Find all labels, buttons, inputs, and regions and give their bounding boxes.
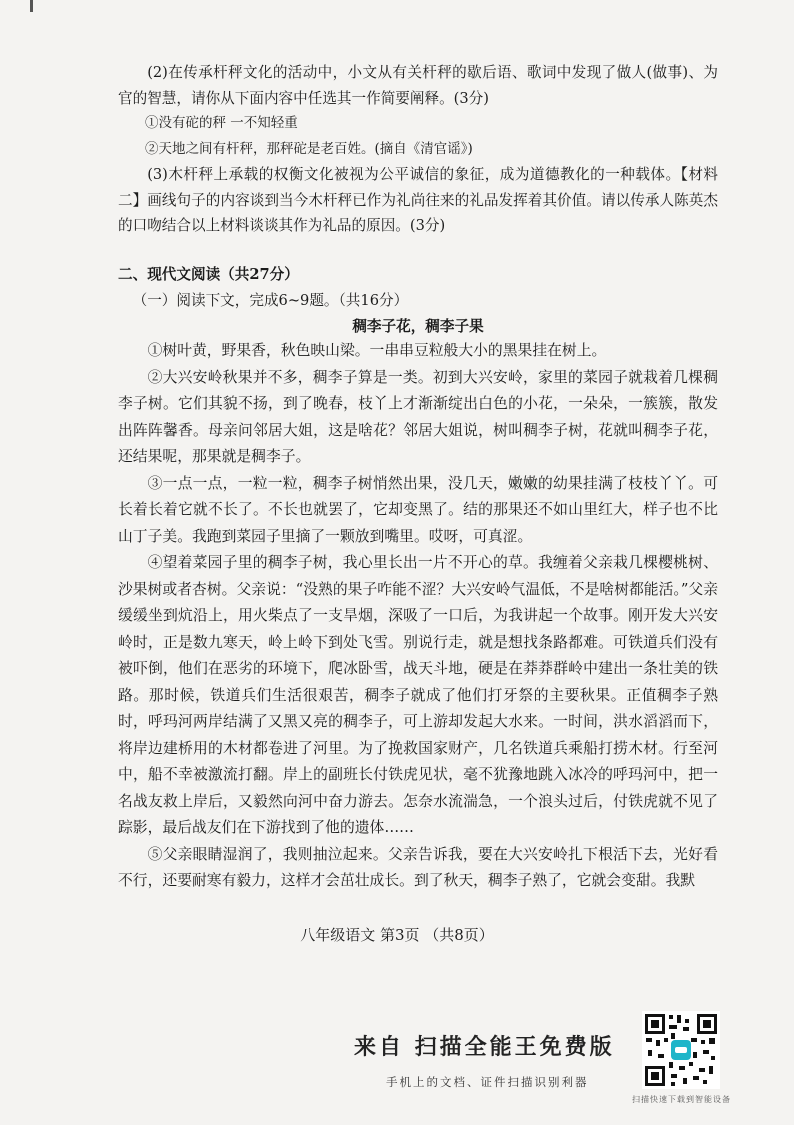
question-2-option-2: ②天地之间有杆秤，那秤砣是老百姓。(摘自《清官谣》): [145, 140, 473, 157]
story-paragraph-5: ⑤父亲眼睛湿润了，我则抽泣起来。父亲告诉我，要在大兴安岭扎下根活下去，光好看不行，还要耐寒有毅力，这样才会茁壮成长。到了秋天，稠李子熟了，它就会变甜。我默: [118, 845, 718, 889]
story-title: 稠李子花，稠李子果: [352, 318, 484, 335]
scan-edge-mark: [30, 0, 33, 12]
question-2-block: [118, 60, 718, 239]
question-2-option-1: ①没有砣的秤 一不知轻重: [145, 115, 298, 131]
question-3: (3)木杆秤上承载的权衡文化被视为公平诚信的象征，成为道德教化的一种载体。【材料二】画线句子的内容谈到当今木杆秤已作为礼尚往来的礼品发挥着其价值。请以传承人陈英杰的口吻结合以上材料谈谈其作为礼品的原因。(3分): [118, 166, 718, 234]
qr-code-icon[interactable]: [642, 1011, 720, 1089]
story-paragraph-3: ③一点一点，一粒一粒，稠李子树悄然出果，没几天，嫩嫩的幼果挂满了枝枝丫丫。可长着长着它就不长了。不长也就罢了，它却变黑了。结的那果还不如山里红大，样子也不比山丁子美。我跑到菜园子里摘了一颗放到嘴里。哎呀，可真涩。: [118, 474, 718, 545]
story-paragraph-1: ①树叶黄，野果香，秋色映山梁。一串串豆粒般大小的黑果挂在树上。: [147, 342, 607, 359]
story-body: [118, 338, 718, 895]
scanner-tagline: 手机上的文档、证件扫描识别利器: [386, 1075, 589, 1089]
page-footer: 八年级语文 第3页 （共8页）: [300, 926, 494, 944]
scanner-brand-line: 来自 扫描全能王免费版: [354, 1034, 615, 1060]
section-heading: 二、现代文阅读（共27分）: [118, 266, 299, 283]
reading-section-header: [118, 262, 718, 341]
story-paragraph-4: ④望着菜园子里的稠李子树，我心里长出一片不开心的草。我缠着父亲栽几棵樱桃树、沙果树或者杏树。父亲说：“没熟的果子咋能不涩？大兴安岭气温低，不是啥树都能活。”父亲缓缓坐到炕沿上，用火柴点了一支旱烟，深吸了一口后，为我讲起一个故事。刚开发大兴安岭时，正是数九寒天，岭上岭下到处飞雪。别说行走，就是想找条路都难。可铁道兵们没有被吓倒，他们在恶劣的环境下，爬冰卧雪，战天斗地，硬是在莽莽群岭中建出一条壮美的铁路。那时候，铁道兵们生活很艰苦，稠李子就成了他们打牙祭的主要秋果。正值稠李子熟时，呼玛河两岸结满了又黑又亮的稠李子，可上游却发起大水来。一时间，洪水滔滔而下，将岸边建桥用的木材都卷进了河里。为了挽救国家财产，几名铁道兵乘船打捞木材。行至河中，船不幸被激流打翻。岸上的副班长付铁虎见状，毫不犹豫地跳入冰冷的呼玛河中，把一名战友救上岸后，又毅然向河中奋力游去。怎奈水流湍急，一个浪头过后，付铁虎就不见了踪影，最后战友们在下游找到了他的遗体……: [118, 554, 718, 836]
qr-caption: 扫描快速下载到智能设备: [632, 1095, 731, 1104]
question-2-intro: (2)在传承杆秤文化的活动中，小文从有关杆秤的歇后语、歌词中发现了做人(做事)、为官的智慧，请你从下面内容中任选其一作简要阐释。(3分): [118, 64, 718, 107]
section-subheading: （一）阅读下文，完成6~9题。（共16分）: [132, 291, 409, 309]
story-paragraph-2: ②大兴安岭秋果并不多，稠李子算是一类。初到大兴安岭，家里的菜园子就栽着几棵稠李子树。它们其貌不扬，到了晚春，枝丫上才渐渐绽出白色的小花，一朵朵，一簇簇，散发出阵阵馨香。母亲问邻居大姐，这是啥花？邻居大姐说，树叫稠李子树，花就叫稠李子花，还结果呢，那果就是稠李子。: [118, 368, 718, 465]
